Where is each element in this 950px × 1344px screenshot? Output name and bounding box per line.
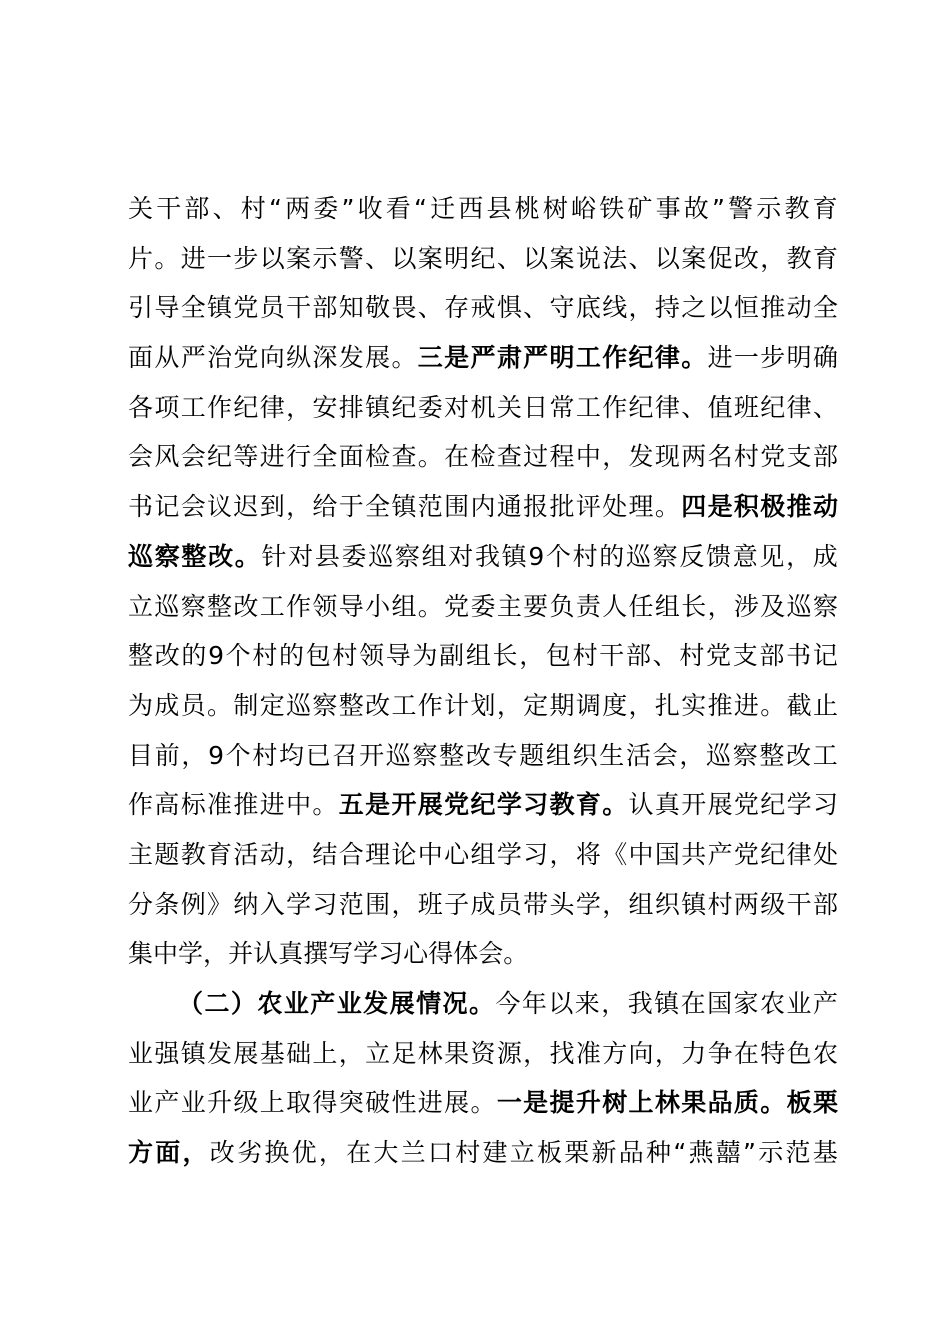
- body-text: [128, 184, 838, 1178]
- text-line: 关 干 部 、 村 “ 两 委 ” 收 看 “ 迁 西 县 桃 树 峪 铁 矿 事 故 ” 警 示 教 育: [128, 194, 838, 223]
- text-line: 立 巡 察 整 改 工 作 领 导 小 组 。 党 委 主 要 负 责 人 任 组 长 ， 涉 及 巡 察: [128, 591, 838, 621]
- text-line: 巡 察 整 改 。 针 对 县 委 巡 察 组 对 我 镇 9 个 村 的 巡 察 反 馈 意 见 ， 成: [128, 541, 838, 571]
- text-line: 作 高 标 准 推 进 中 。 五 是 开 展 党 纪 学 习 教 育 。 认 真 开 展 党 纪 学 习: [128, 790, 838, 820]
- text-line: （ 二 ） 农 业 产 业 发 展 情 况 。 今 年 以 来 ， 我 镇 在 国 家 农 业 产: [178, 989, 838, 1018]
- text-line: 引 导 全 镇 党 员 干 部 知 敬 畏 、 存 戒 惧 、 守 底 线 ， 持 之 以 恒 推 动 全: [128, 293, 838, 323]
- text-line: 片 。 进 一 步 以 案 示 警 、 以 案 明 纪 、 以 案 说 法 、 以 案 促 改 ， 教 育: [128, 243, 838, 273]
- text-line: 整 改 的 9 个 村 的 包 村 领 导 为 副 组 长 ， 包 村 干 部 、 村 党 支 部 书 记: [128, 641, 838, 671]
- text-line: 主 题 教 育 活 动 ， 结 合 理 论 中 心 组 学 习 ， 将 《 中 国 共 产 党 纪 律 处: [128, 839, 838, 869]
- text-line: 面 从 严 治 党 向 纵 深 发 展 。 三 是 严 肃 严 明 工 作 纪 律 。 进 一 步 明 确: [128, 343, 838, 373]
- text-line: 为 成 员 。 制 定 巡 察 整 改 工 作 计 划 ， 定 期 调 度 ， 扎 实 推 进 。 截 止: [128, 690, 838, 720]
- text-line: 方 面 ， 改 劣 换 优 ， 在 大 兰 口 村 建 立 板 栗 新 品 种 “ 燕 囍 ” 示 范 基: [128, 1138, 838, 1168]
- text-line: 会 风 会 纪 等 进 行 全 面 检 查 。 在 检 查 过 程 中 ， 发 现 两 名 村 党 支 部: [128, 442, 838, 472]
- text-line: 分 条 例 》 纳 入 学 习 范 围 ， 班 子 成 员 带 头 学 ， 组 织 镇 村 两 级 干 部: [128, 889, 838, 919]
- text-line: 书 记 会 议 迟 到 ， 给 于 全 镇 范 围 内 通 报 批 评 处 理 。 四 是 积 极 推 动: [128, 492, 838, 522]
- text-line: 业 产 业 升 级 上 取 得 突 破 性 进 展 。 一 是 提 升 树 上 林 果 品 质 。 板 栗: [128, 1088, 838, 1118]
- text-line: 各 项 工 作 纪 律 ， 安 排 镇 纪 委 对 机 关 日 常 工 作 纪 律 、 值 班 纪 律 、: [128, 392, 838, 422]
- text-line: 目 前 ， 9 个 村 均 已 召 开 巡 察 整 改 专 题 组 织 生 活 会 ， 巡 察 整 改 工: [128, 740, 838, 770]
- text-line: 集 中 学 ， 并 认 真 撰 写 学 习 心 得 体 会 。: [128, 939, 529, 969]
- text-line: 业 强 镇 发 展 基 础 上 ， 立 足 林 果 资 源 ， 找 准 方 向 ， 力 争 在 特 色 农: [128, 1038, 838, 1068]
